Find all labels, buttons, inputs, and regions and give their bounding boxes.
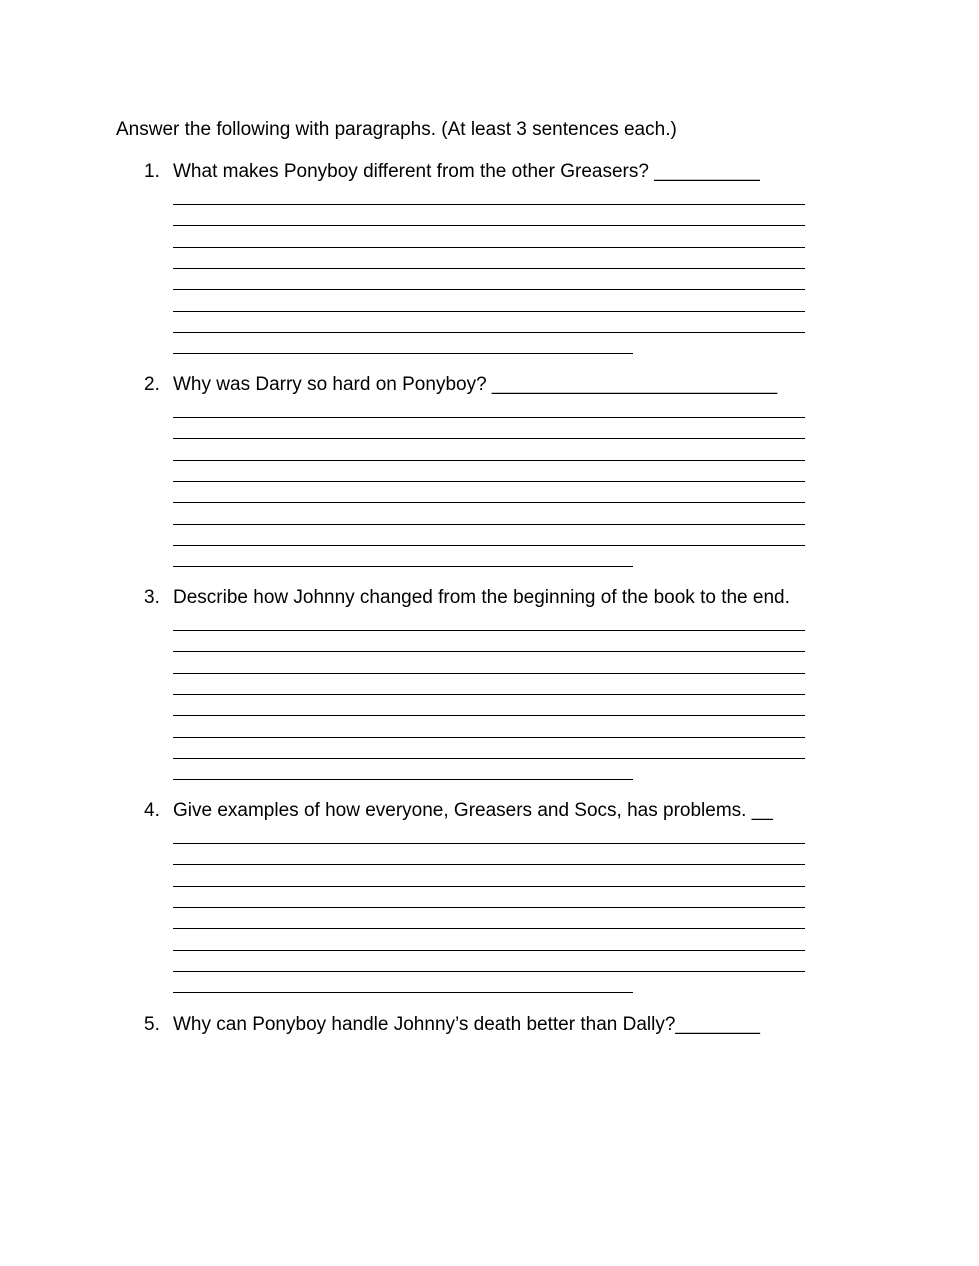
question-4-prompt bbox=[144, 798, 844, 826]
question-number: 2. bbox=[144, 374, 160, 395]
answer-line[interactable] bbox=[173, 566, 633, 567]
answer-line[interactable] bbox=[173, 886, 805, 887]
question-text: What makes Ponyboy different from the other Greasers? __________ bbox=[173, 161, 760, 182]
answer-line[interactable] bbox=[173, 864, 805, 865]
question-3 bbox=[144, 585, 844, 613]
answer-line[interactable] bbox=[173, 502, 805, 503]
answer-line[interactable] bbox=[173, 843, 805, 844]
question-number: 4. bbox=[144, 800, 160, 821]
question-2-prompt bbox=[144, 372, 844, 400]
question-1 bbox=[144, 159, 844, 187]
question-4 bbox=[144, 798, 844, 826]
answer-line[interactable] bbox=[173, 311, 805, 312]
answer-line[interactable] bbox=[173, 673, 805, 674]
answer-line[interactable] bbox=[173, 758, 805, 759]
question-number: 1. bbox=[144, 161, 160, 182]
question-text: Give examples of how everyone, Greasers and Socs, has problems. __ bbox=[173, 800, 773, 821]
answer-line[interactable] bbox=[173, 524, 805, 525]
instructions: Answer the following with paragraphs. (At least 3 sentences each.) bbox=[116, 119, 677, 140]
answer-line[interactable] bbox=[173, 694, 805, 695]
answer-line[interactable] bbox=[173, 353, 633, 354]
question-2 bbox=[144, 372, 844, 400]
answer-line[interactable] bbox=[173, 438, 805, 439]
answer-line[interactable] bbox=[173, 460, 805, 461]
answer-line[interactable] bbox=[173, 289, 805, 290]
answer-line[interactable] bbox=[173, 332, 805, 333]
question-5 bbox=[144, 1012, 844, 1040]
answer-line[interactable] bbox=[173, 737, 805, 738]
answer-line[interactable] bbox=[173, 417, 805, 418]
question-number: 5. bbox=[144, 1014, 160, 1035]
answer-line[interactable] bbox=[173, 992, 633, 993]
answer-line[interactable] bbox=[173, 268, 805, 269]
answer-line[interactable] bbox=[173, 225, 805, 226]
question-number: 3. bbox=[144, 587, 160, 608]
question-text: Why was Darry so hard on Ponyboy? ___________________________ bbox=[173, 374, 778, 395]
answer-line[interactable] bbox=[173, 928, 805, 929]
answer-line[interactable] bbox=[173, 481, 805, 482]
answer-line[interactable] bbox=[173, 204, 805, 205]
question-text: Why can Ponyboy handle Johnny’s death better than Dally?________ bbox=[173, 1014, 760, 1035]
answer-line[interactable] bbox=[173, 971, 805, 972]
answer-line[interactable] bbox=[173, 907, 805, 908]
question-5-prompt bbox=[144, 1012, 844, 1040]
answer-line[interactable] bbox=[173, 247, 805, 248]
answer-line[interactable] bbox=[173, 545, 805, 546]
answer-line[interactable] bbox=[173, 651, 805, 652]
answer-line[interactable] bbox=[173, 715, 805, 716]
question-3-prompt bbox=[144, 585, 844, 613]
answer-line[interactable] bbox=[173, 630, 805, 631]
answer-line[interactable] bbox=[173, 950, 805, 951]
question-1-prompt bbox=[144, 159, 844, 187]
question-text: Describe how Johnny changed from the beginning of the book to the end. bbox=[173, 587, 790, 608]
answer-line[interactable] bbox=[173, 779, 633, 780]
